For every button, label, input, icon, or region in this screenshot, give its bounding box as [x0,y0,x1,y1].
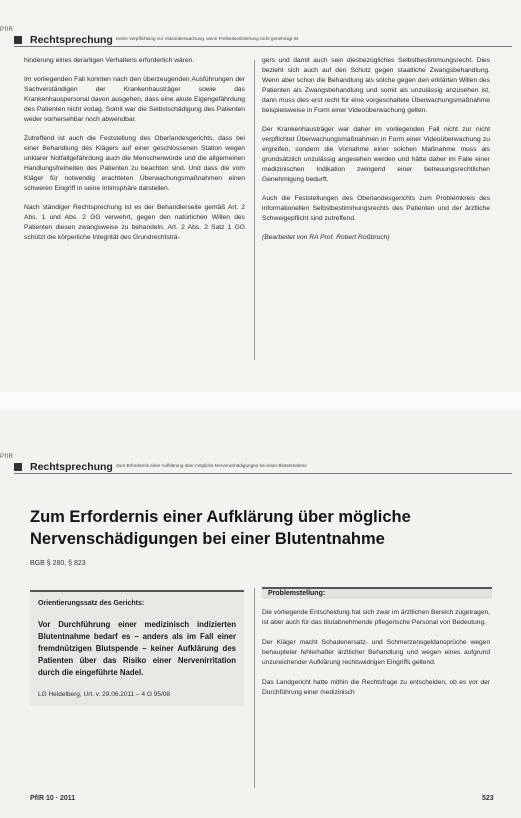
magazine-label: PflR [0,27,14,33]
page-number: 523 [482,795,494,802]
header-rule [14,46,512,47]
page-gap [0,392,521,410]
byline: (Bearbeitet von RA Prof. Robert Roßbruch) [262,234,390,241]
footer-issue: PflR 10 · 2011 [30,795,76,802]
bottom-running-header [0,454,521,473]
left-text-column [24,56,245,252]
orientation-box [30,590,244,706]
section-subtitle: Keine Verpflichtung zur Videoüberwachung, wenn Freiheitsentziehung nicht genehmigt ist [116,36,299,41]
paragraph: Das Landgericht hatte mithin die Rechtsfrage zu entscheiden, ob es vor der Durchführung einer medizinisch [262,679,490,696]
header-rule [14,473,512,474]
court-citation: LG Heidelberg, Urt. v. 29.06.2011 – 4 O 95/08 [38,691,171,698]
orientation-heading: Orientierungssatz des Gerichts: [38,600,145,607]
problem-heading: Problemstellung: [262,587,492,599]
paragraph: Nach ständiger Rechtsprechung ist es der Behandlerseite gemäß Art. 2 Abs. 1 und Abs. 2 GG verwehrt, gegen den natürlichen Willen des Patienten diesen zwangsweise zu behandeln. Art. 2 Abs. 2 Satz 1 GG schützt die körperliche Integrität des Grundrechtsträ- [24,204,245,241]
right-text-column [262,56,490,252]
section-marker-icon [14,463,22,471]
problem-text-column [262,608,490,708]
magazine-label: PflR [0,454,14,460]
bottom-page-fragment [0,410,521,818]
orientation-text: Vor Durchführung einer medizinisch indizierten Blutentnahme bedarf es – anders als im Fall einer fremdnützigen Blutspende – keiner Aufklärung des Patienten über das Risiko einer Nervenirritation durch die eingeführte Nadel. [38,620,236,677]
top-running-header [0,27,521,46]
section-subtitle: Zum Erfordernis einer Aufklärung über mögliche Nervenschädigungen bei einer Blutentnahme [116,463,307,468]
paragraph: Im vorliegenden Fall konnten nach den überzeugenden Ausführungen der Sachverständigen der Krankenhausträger sowie das Krankenhauspersonal davon ausgehen, dass eine akute Eigengefährdung des Patienten nicht vorlag. Somit war die Selbstschädigung des Patienten weder vorhersehbar noch abwendbar. [24,76,245,123]
article-title: Zum Erfordernis einer Aufklärung über mögliche Nervenschädigungen bei einer Blutentnahme [30,508,411,548]
paragraph: Der Kläger macht Schadenersatz- und Schmerzensgeldansprüche wegen behaupteter fehlerhafter ärztlicher Behandlung und wegen eines aufgrund unzureichender Aufklärung rechtswidrigen Eingriffs geltend. [262,639,490,666]
top-page-fragment [0,0,521,392]
section-title: Rechtsprechung [30,34,113,46]
column-divider [254,588,255,788]
paragraph: Zutreffend ist auch die Feststellung des Oberlandesgerichts, dass bei einer Behandlung des Klägers auf einer geschlossenen Station wegen unklarer Notfallgefährdung auch die Menschenwürde und die allgemeinen Handlungsfreiheiten des Patienten zu beachten sind. Und dass die vom Kläger für notwendig erachteten Überwachungsmaßnahmen einen schweren Eingriff in seine Intimsphäre darstellen. [24,135,245,192]
paragraph: gers und damit auch sein diesbezügliches Selbstbestimmungsrecht. Dies bezieht sich auch auf den Schutz gegen staatliche Zwangsbehandlung. Wenn aber schon die Behandlung als solche gegen den erklärten Willen des Patienten als Zwangsbehandlung und somit als unzulässig anzusehen ist, dann muss dies erst recht für eine vorgeschaltete Überwachungsmaßnahme beispielsweise in Form einer Videoüberwachung gelten. [262,57,490,114]
paragraph: Die vorliegende Entscheidung hat sich zwar im ärztlichen Bereich zugetragen, ist aber auch für das blutabnehmende pflegerische Personal von Bedeutung. [262,609,490,626]
page-footer [0,795,521,809]
section-marker-icon [14,36,22,44]
column-divider [254,60,255,360]
paragraph: Auch die Feststellungen des Oberlandesgerichts zum Problemkreis des informationellen Selbstbestimmungsrechts des Patienten und der ärztliche Schweigepflicht sind zutreffend. [262,195,490,222]
section-title: Rechtsprechung [30,461,113,473]
paragraph: Der Krankenhausträger war daher im vorliegenden Fall nicht zur nicht verpflichtet Überwachungsmaßnahmen in Form einer Videoüberwachung zu ergreifen, sondern die Vornahme einer solchen Maßnahme muss als grundsätzlich unzulässig angesehen werden und hätte daher im Falle einer medizinischen Indikation zwingend einer betreuungsrechtlichen Genehmigung bedurft. [262,126,490,183]
law-reference: BGB § 280, § 823 [30,560,86,567]
paragraph: hinderung eines derartigen Verhaltens erforderlich wären. [24,57,195,64]
